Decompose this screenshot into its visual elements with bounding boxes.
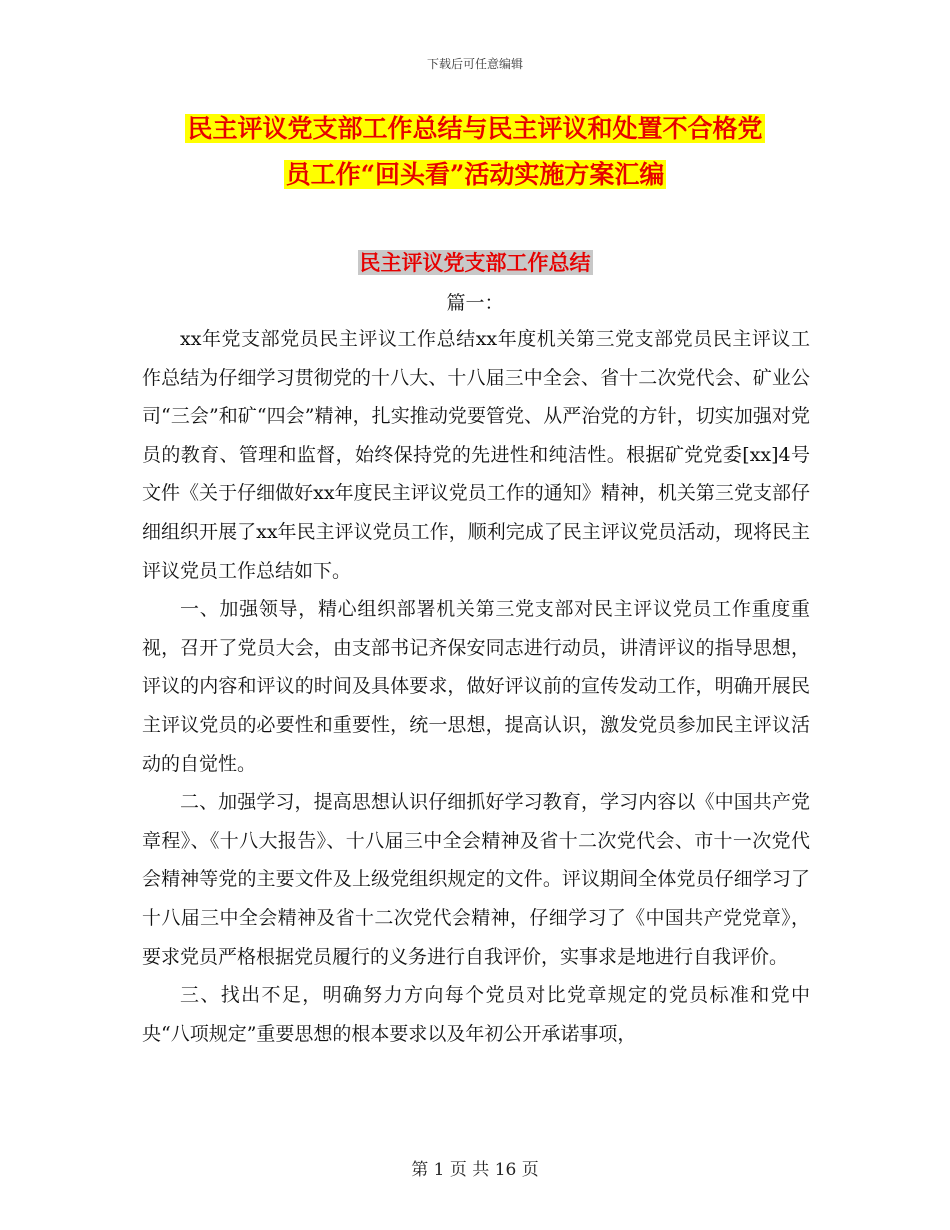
chapter-label: 篇一： [446, 292, 504, 314]
document-title-line-1 [0, 112, 950, 146]
document-body [142, 320, 810, 1053]
document-title-line-2 [0, 158, 950, 192]
paragraph-3: 二、加强学习，提高思想认识仔细抓好学习教育，学习内容以《中国共产党章程》、《十八大报告》、十八届三中全会精神及省十二次党代会、市十一次党代会精神等党的主要文件及上级党组织规定的文件。评议期间全体党员仔细学习了十八届三中全会精神及省十二次党代会精神，仔细学习了《中国共产党党章》，要求党员严格根据党员履行的义务进行自我评价，实事求是地进行自我评价。 [142, 791, 810, 968]
section-title [0, 248, 950, 278]
document-title-text-2: 员工作“回头看”活动实施方案汇编 [285, 160, 665, 189]
paragraph-2: 一、加强领导，精心组织部署机关第三党支部对民主评议党员工作重度重视，召开了党员大会，由支部书记齐保安同志进行动员，讲清评议的指导思想，评议的内容和评议的时间及具体要求，做好评议前的宣传发动工作，明确开展民主评议党员的必要性和重要性，统一思想，提高认识，激发党员参加民主评议活动的自觉性。 [142, 598, 810, 775]
document-title-text-1: 民主评议党支部工作总结与民主评议和处置不合格党 [187, 114, 763, 143]
paragraph-4: 三、找出不足，明确努力方向每个党员对比党章规定的党员标准和党中央“八项规定”重要思想的根本要求以及年初公开承诺事项， [142, 984, 810, 1045]
page-footer: 第 1 页 共 16 页 [411, 1160, 539, 1180]
header-note: 下载后可任意编辑 [426, 57, 523, 71]
section-title-text: 民主评议党支部工作总结 [359, 250, 591, 275]
paragraph-1: xx年党支部党员民主评议工作总结xx年度机关第三党支部党员民主评议工作总结为仔细学习贯彻党的十八大、十八届三中全会、省十二次党代会、矿业公司“三会”和矿“四会”精神，扎实推动党要管党、从严治党的方针，切实加强对党员的教育、管理和监督，始终保持党的先进性和纯洁性。根据矿党党委[xx]4号文件《关于仔细做好xx年度民主评议党员工作的通知》精神，机关第三党支部仔细组织开展了xx年民主评议党员工作，顺利完成了民主评议党员活动，现将民主评议党员工作总结如下。 [142, 328, 810, 582]
